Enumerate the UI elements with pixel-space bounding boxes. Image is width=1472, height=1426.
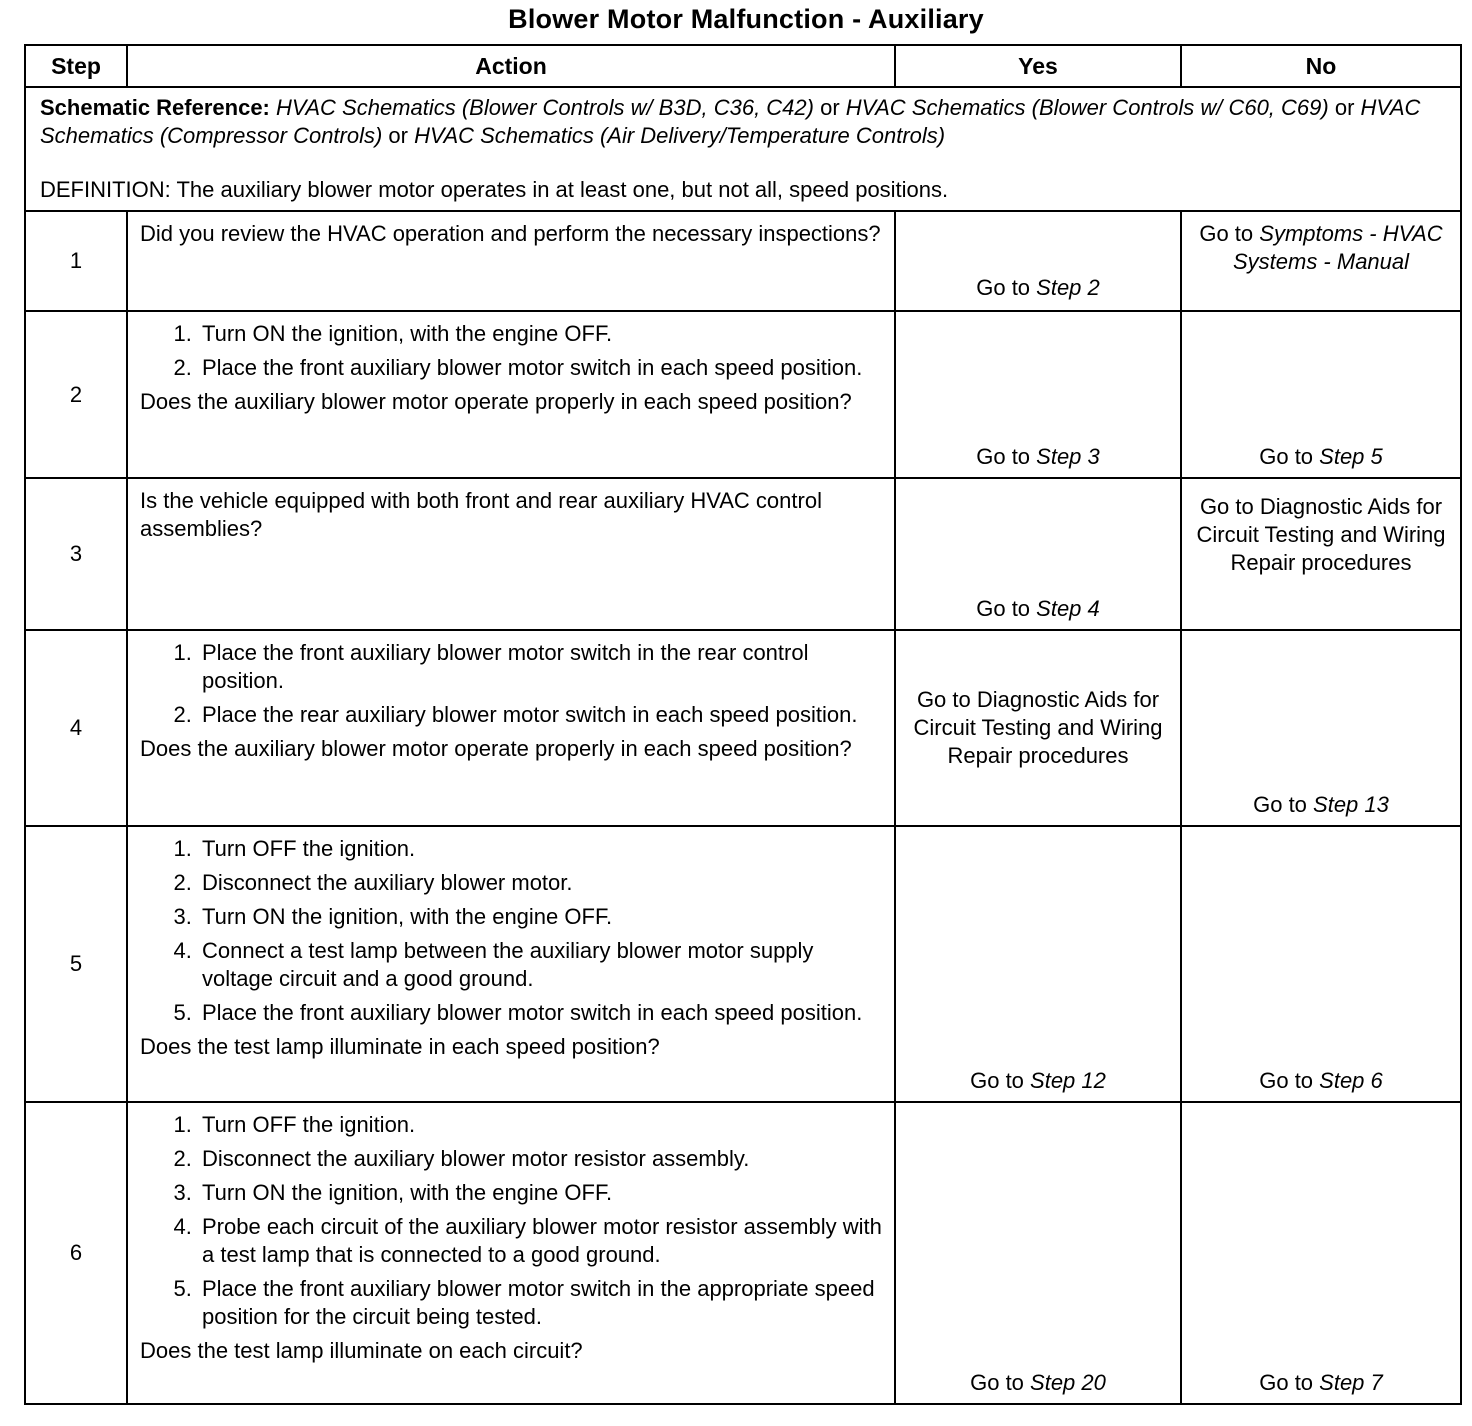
yes-step-link[interactable]: Step 3 xyxy=(1036,444,1100,469)
step-action xyxy=(127,1102,895,1404)
step-action xyxy=(127,826,895,1102)
step-action xyxy=(127,630,895,826)
step-number: 1 xyxy=(25,211,127,311)
yes-cell xyxy=(895,826,1181,1102)
goto-text: Go to xyxy=(976,596,1037,621)
yes-step-link[interactable]: Step 20 xyxy=(1030,1370,1106,1395)
header-action: Action xyxy=(127,45,895,87)
instruction-item: 1. Place the front auxiliary blower motor switch in the rear control position. xyxy=(198,639,884,695)
instruction-item: 2. Disconnect the auxiliary blower motor resistor assembly. xyxy=(198,1145,884,1173)
instruction-item: 2. Place the rear auxiliary blower motor switch in each speed position. xyxy=(198,701,884,729)
no-step-link[interactable]: Step 6 xyxy=(1319,1068,1383,1093)
step-question: Did you review the HVAC operation and perform the necessary inspections? xyxy=(140,221,881,246)
yes-cell xyxy=(895,211,1181,311)
goto-text: Go to xyxy=(976,444,1037,469)
step-number: 2 xyxy=(25,311,127,478)
step-action xyxy=(127,311,895,478)
goto-text: Go to xyxy=(970,1370,1031,1395)
instruction-item: 2. Place the front auxiliary blower motor switch in each speed position. xyxy=(198,354,884,382)
reference-label: Schematic Reference: xyxy=(40,95,270,120)
goto-text: Go to xyxy=(976,275,1037,300)
no-cell xyxy=(1181,211,1461,311)
header-step: Step xyxy=(25,45,127,87)
instruction-item: 1. Turn OFF the ignition. xyxy=(198,1111,884,1139)
yes-step-link[interactable]: Step 12 xyxy=(1030,1068,1106,1093)
step-instructions xyxy=(140,835,884,1027)
instruction-item: 5. Place the front auxiliary blower motor switch in each speed position. xyxy=(198,999,884,1027)
goto-text: Go to xyxy=(1259,444,1320,469)
header-no: No xyxy=(1181,45,1461,87)
diagnostic-aids-link[interactable]: Go to Diagnostic Aids for Circuit Testing and Wiring Repair procedures xyxy=(913,687,1163,768)
step-row xyxy=(25,211,1461,311)
instruction-item: 2. Disconnect the auxiliary blower motor. xyxy=(198,869,884,897)
diagnostic-table xyxy=(24,44,1462,1405)
goto-text: Go to xyxy=(1259,1068,1320,1093)
step-question: Does the test lamp illuminate on each circuit? xyxy=(140,1338,583,1363)
definition: DEFINITION: The auxiliary blower motor operates in at least one, but not all, speed positions. xyxy=(40,177,949,202)
step-question: Does the test lamp illuminate in each speed position? xyxy=(140,1034,660,1059)
instruction-item: 5. Place the front auxiliary blower motor switch in the appropriate speed position for the circuit being tested. xyxy=(198,1275,884,1331)
step-instructions xyxy=(140,639,884,729)
header-row xyxy=(25,45,1461,87)
instruction-item: 1. Turn ON the ignition, with the engine OFF. xyxy=(198,320,884,348)
step-number: 4 xyxy=(25,630,127,826)
no-cell xyxy=(1181,478,1461,630)
goto-text: Go to xyxy=(970,1068,1031,1093)
step-row xyxy=(25,630,1461,826)
no-cell xyxy=(1181,1102,1461,1404)
no-step-link[interactable]: Step 5 xyxy=(1319,444,1383,469)
instruction-item: 4. Connect a test lamp between the auxiliary blower motor supply voltage circuit and a good ground. xyxy=(198,937,884,993)
no-cell xyxy=(1181,311,1461,478)
goto-text: Go to xyxy=(1259,1370,1320,1395)
header-yes: Yes xyxy=(895,45,1181,87)
instruction-item: 3. Turn ON the ignition, with the engine OFF. xyxy=(198,1179,884,1207)
step-question: Does the auxiliary blower motor operate properly in each speed position? xyxy=(140,736,852,761)
reference-link-1[interactable]: HVAC Schematics (Blower Controls w/ B3D, C36, C42) xyxy=(276,95,814,120)
reference-link-4[interactable]: HVAC Schematics (Air Delivery/Temperature Controls) xyxy=(414,123,946,148)
goto-text: Go to xyxy=(1199,221,1260,246)
step-question: Does the auxiliary blower motor operate properly in each speed position? xyxy=(140,389,852,414)
no-cell xyxy=(1181,826,1461,1102)
instruction-item: 1. Turn OFF the ignition. xyxy=(198,835,884,863)
yes-cell xyxy=(895,630,1181,826)
yes-cell xyxy=(895,1102,1181,1404)
schematic-reference xyxy=(25,87,1461,211)
step-instructions xyxy=(140,1111,884,1331)
step-row xyxy=(25,478,1461,630)
step-question: Is the vehicle equipped with both front and rear auxiliary HVAC control assemblies? xyxy=(140,488,822,541)
no-cell xyxy=(1181,630,1461,826)
step-row xyxy=(25,826,1461,1102)
instruction-item: 4. Probe each circuit of the auxiliary blower motor resistor assembly with a test lamp that is connected to a good ground. xyxy=(198,1213,884,1269)
reference-link-3[interactable]: HVAC Schematics (Compressor Controls) xyxy=(40,95,1421,148)
step-action xyxy=(127,478,895,630)
step-number: 6 xyxy=(25,1102,127,1404)
reference-link-2[interactable]: HVAC Schematics (Blower Controls w/ C60, C69) xyxy=(845,95,1329,120)
no-step-link[interactable]: Step 7 xyxy=(1319,1370,1383,1395)
no-symptoms-link[interactable]: Symptoms - HVAC Systems - Manual xyxy=(1232,221,1443,274)
reference-row xyxy=(25,87,1461,211)
reference-or: or xyxy=(382,123,415,148)
step-row xyxy=(25,311,1461,478)
yes-step-link[interactable]: Step 2 xyxy=(1036,275,1100,300)
step-row xyxy=(25,1102,1461,1404)
yes-step-link[interactable]: Step 4 xyxy=(1036,596,1100,621)
no-step-link[interactable]: Step 13 xyxy=(1313,792,1389,817)
diagnostic-aids-link[interactable]: Go to Diagnostic Aids for Circuit Testing and Wiring Repair procedures xyxy=(1196,494,1446,575)
goto-text: Go to xyxy=(1253,792,1314,817)
step-action xyxy=(127,211,895,311)
reference-or: or xyxy=(813,95,846,120)
step-number: 3 xyxy=(25,478,127,630)
yes-cell xyxy=(895,311,1181,478)
instruction-item: 3. Turn ON the ignition, with the engine OFF. xyxy=(198,903,884,931)
page-title: Blower Motor Malfunction - Auxiliary xyxy=(508,4,984,34)
reference-or: or xyxy=(1328,95,1361,120)
step-number: 5 xyxy=(25,826,127,1102)
yes-cell xyxy=(895,478,1181,630)
step-instructions xyxy=(140,320,884,382)
